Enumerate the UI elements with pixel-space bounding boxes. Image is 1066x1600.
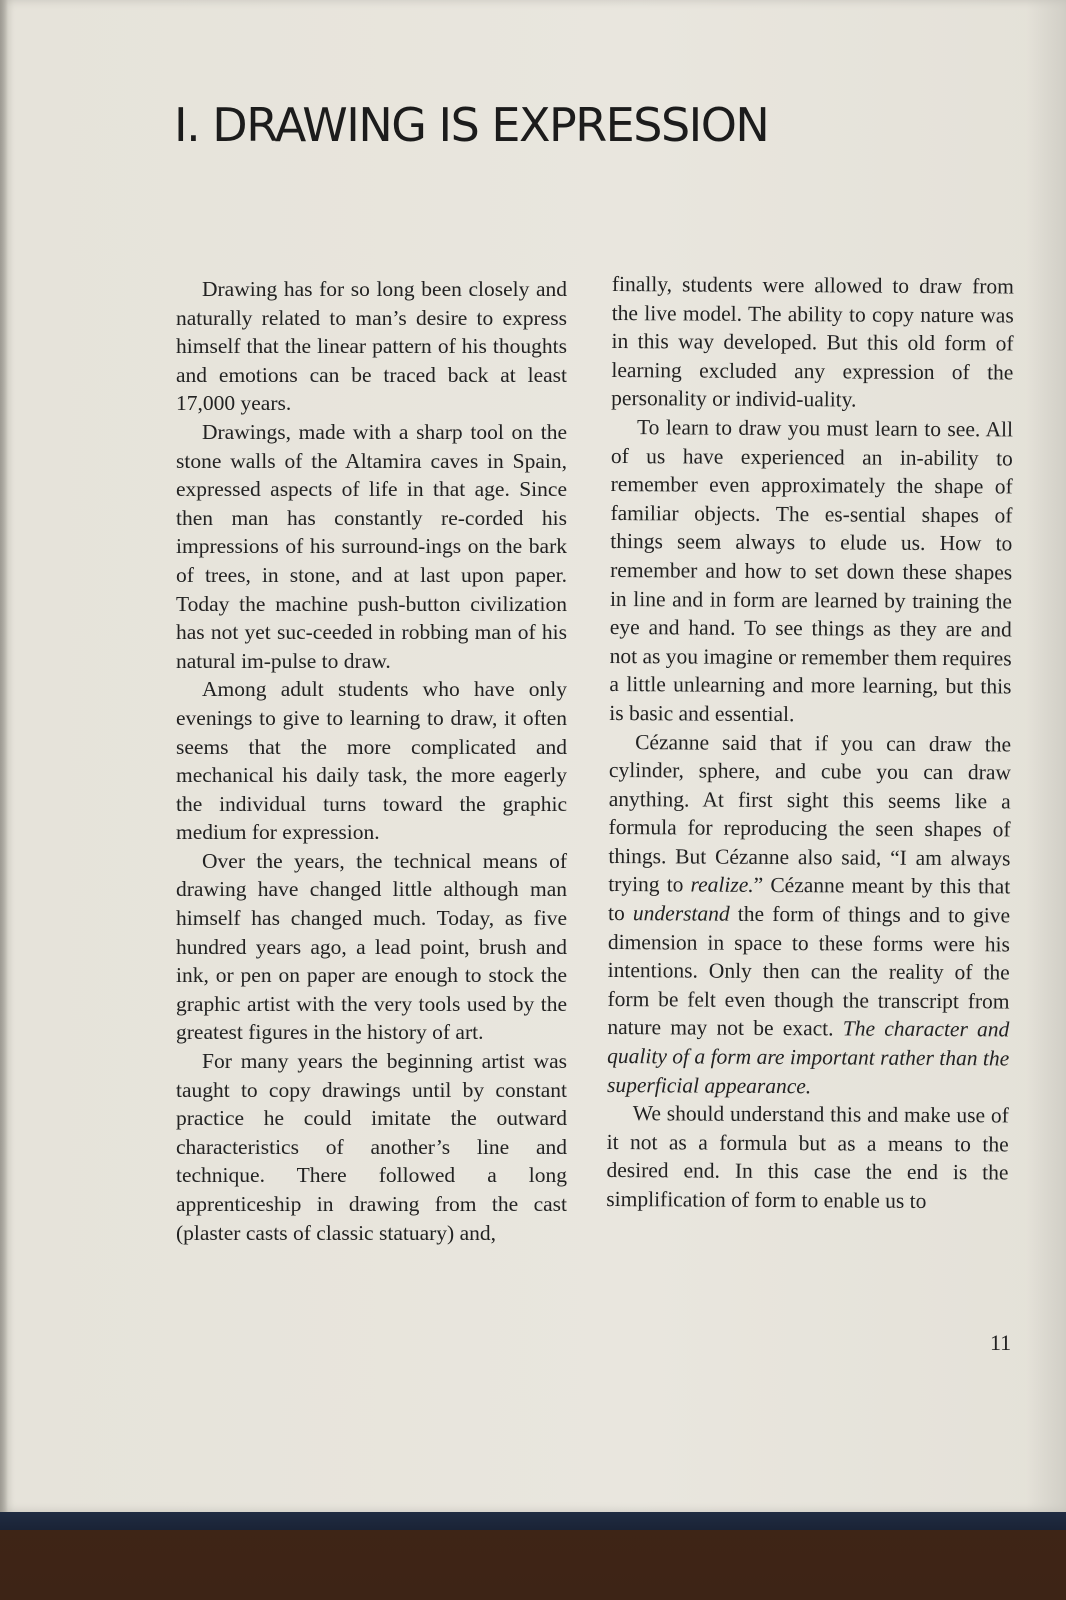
text-column-right [606,270,1014,1216]
text-run: Cézanne said that if you can draw the cylinder, sphere, and cube you can draw anything. At first sight this seems like a formula for reproducing the seen shapes of things. But Cézanne also said, “I am always trying to [608,729,1012,897]
paragraph: Among adult students who have only evenings to give to learning to draw, it often seems that the more complicated and mechanical his daily task, the more eagerly the individual turns toward the graphic medium for expression. [176,677,567,845]
paragraph: For many years the beginning artist was taught to copy drawings until by constant practice he could imitate the outward characteristics of another’s line and technique. There followed a long apprenticeship in drawing from the cast (plaster casts of classic statuary) and, [176,1049,567,1245]
paragraph: To learn to draw you must learn to see. All of us have experienced an in-ability to remember even approximately the shape of familiar objects. The es-sential shapes of things seem always to elude us. How to remember and how to set down these shapes in line and in form are learned by training the eye and hand. To see things as they are and not as you imagine or remember them requires a little unlearning and more learning, but this is basic and essential. [609,415,1014,727]
chapter-title: I. DRAWING IS EXPRESSION [174,98,769,152]
text-run: the form of things and to give dimension in space to these forms were his intentions. Only then can the reality of the form be felt even though the transcript from nature may not be exact. [607,901,1011,1041]
paragraph: Drawings, made with a sharp tool on the stone walls of the Altamira caves in Spain, expressed aspects of life in that age. Since then man has constantly re-corded his impressions of his surround-ings on the bark of trees, in stone, and at last upon paper. Today the machine push-button civilization has not yet suc-ceeded in robbing man of his natural im-pulse to draw. [176,419,567,673]
paragraph-continuation: finally, students were allowed to draw from the live model. The ability to copy nature was in this way developed. But this old form of learning excluded any expression of the personality or individ-uality. [611,271,1014,412]
text-column-left [176,275,567,1247]
emphasis-understand: understand [632,901,730,926]
text-run: ” Cézanne meant by this that to [607,873,1011,926]
paragraph: Drawing has for so long been closely and naturally related to man’s desire to express himself that the linear pattern of his thoughts and emotions can be traced back at least 17,000 years. [176,277,567,416]
page-edge-shadow [1026,0,1066,1512]
page-gutter-shadow [0,0,8,1512]
paragraph: We should understand this and make use of it not as a formula but as a means to the desired end. In this case the end is the simplification of form to enable us to [606,1101,1009,1213]
paragraph-cezanne [607,727,1011,1101]
emphasis-character-quality: The character and quality of a form are important rather than the superficial appearance. [606,1016,1010,1098]
emphasis-realize: realize. [690,872,754,898]
paragraph: Over the years, the technical means of drawing have changed little although man himself has changed much. Today, as five hundred years ago, a lead point, brush and ink, or pen on paper are enough to stock the graphic artist with the very tools used by the greatest figures in the history of art. [176,848,567,1045]
page-number: 11 [990,1330,1012,1355]
